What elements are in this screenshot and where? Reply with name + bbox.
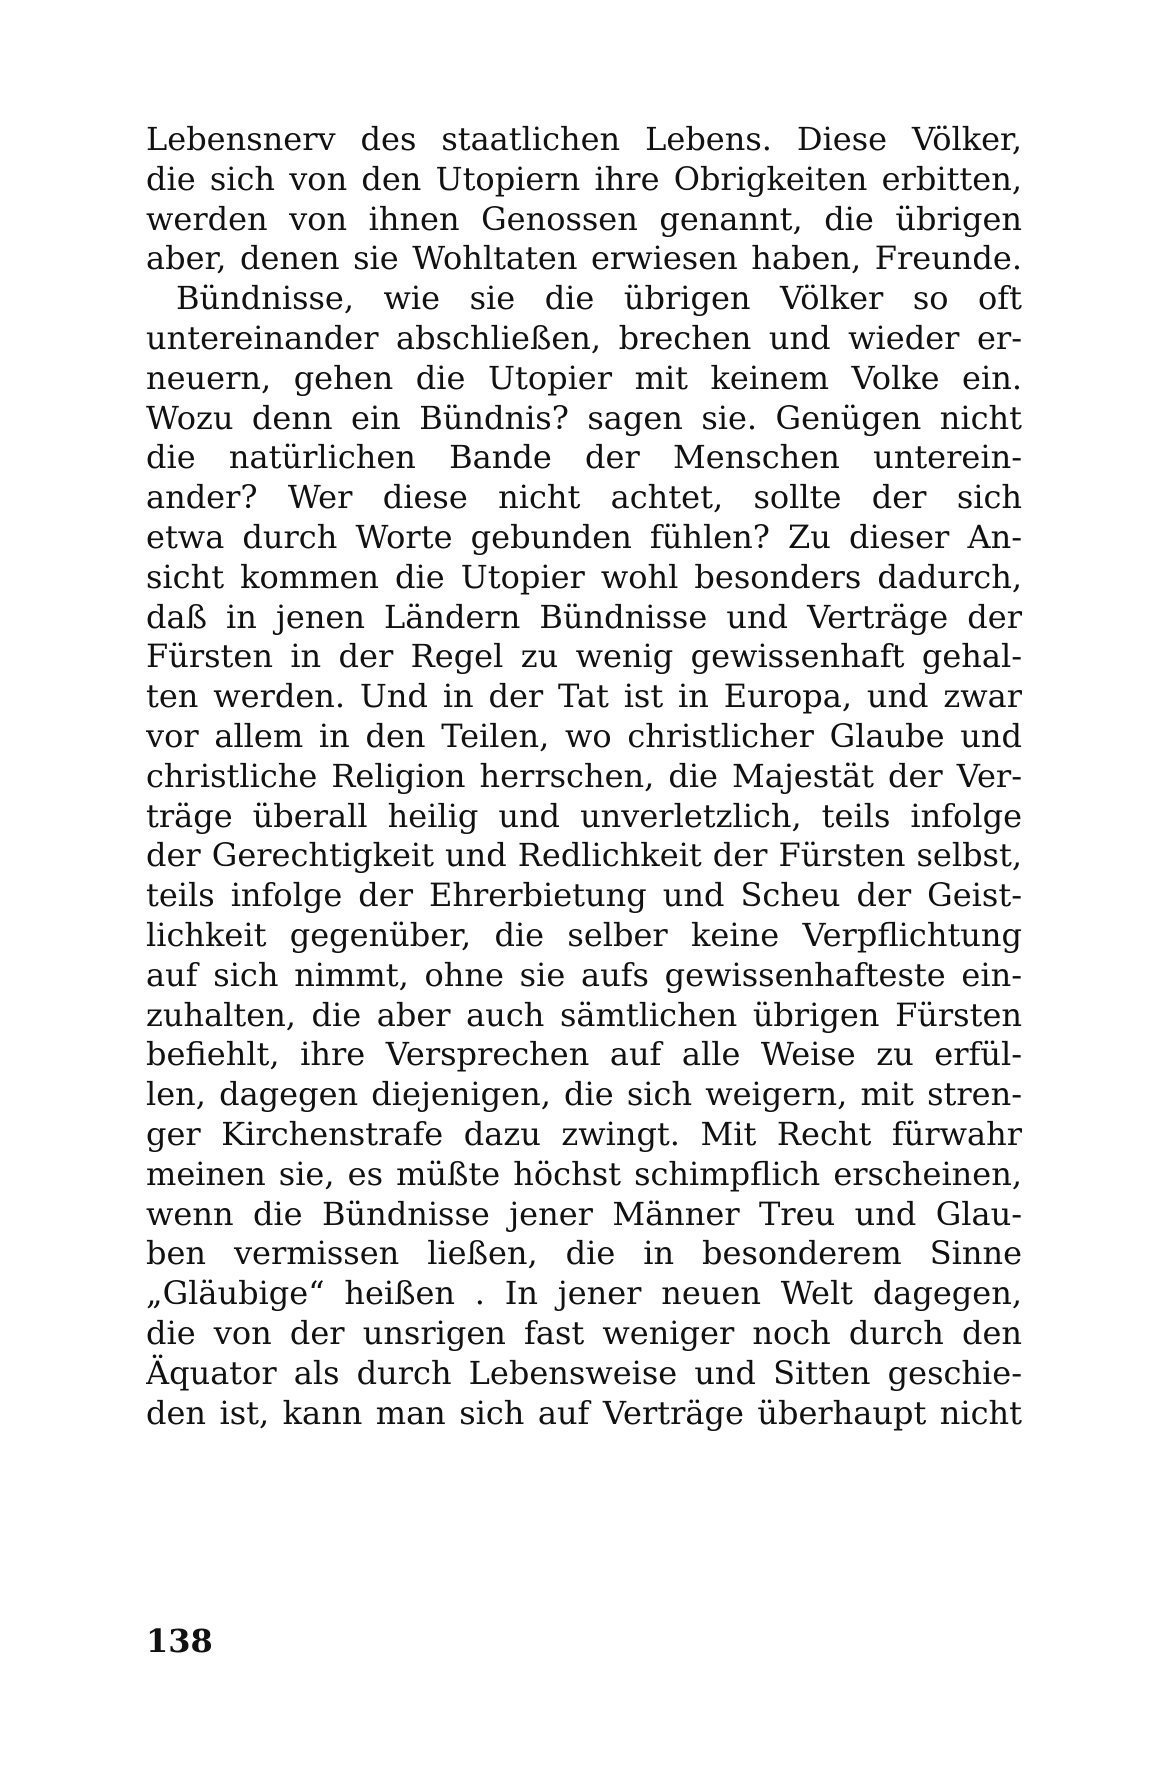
text-line: len, dagegen diejenigen, die sich weigern, mit stren- [146, 1075, 1022, 1114]
text-line: Fürsten in der Regel zu wenig gewissenhaft gehal- [146, 637, 1022, 676]
text-line: Äquator als durch Lebensweise und Sitten geschie- [146, 1353, 1022, 1392]
text-line: untereinander abschließen, brechen und wieder er- [146, 318, 1022, 357]
text-line: die von der unsrigen fast weniger noch durch den [146, 1313, 1022, 1352]
text-line: ger Kirchenstrafe dazu zwingt. Mit Recht fürwahr [146, 1114, 1022, 1153]
text-line: daß in jenen Ländern Bündnisse und Verträge der [146, 597, 1022, 636]
text-line: aber, denen sie Wohltaten erwiesen haben, Freunde. [146, 239, 1022, 278]
text-line: meinen sie, es müßte höchst schimpflich erscheinen, [146, 1154, 1022, 1193]
body-text [146, 120, 1022, 1433]
text-line: der Gerechtigkeit und Redlichkeit der Fürsten selbst, [146, 836, 1022, 875]
text-line: lichkeit gegenüber, die selber keine Verpflichtung [146, 915, 1022, 954]
text-line: ten werden. Und in der Tat ist in Europa, und zwar [146, 677, 1022, 716]
text-line: die sich von den Utopiern ihre Obrigkeiten erbitten, [146, 159, 1022, 198]
text-line: befiehlt, ihre Versprechen auf alle Weise zu erfül- [146, 1035, 1022, 1074]
text-line: wenn die Bündnisse jener Männer Treu und Glau- [146, 1194, 1022, 1233]
text-line: ben vermissen ließen, die in besonderem Sinne [146, 1234, 1022, 1273]
text-line: werden von ihnen Genossen genannt, die übrigen [146, 199, 1022, 238]
text-line: Wozu denn ein Bündnis? sagen sie. Genügen nicht [146, 398, 1022, 437]
text-line: etwa durch Worte gebunden fühlen? Zu dieser An- [146, 517, 1022, 556]
text-line: zuhalten, die aber auch sämtlichen übrigen Fürsten [146, 995, 1022, 1034]
page-number: 138 [146, 1622, 213, 1660]
text-line: die natürlichen Bande der Menschen unterein- [146, 438, 1022, 477]
text-line: auf sich nimmt, ohne sie aufs gewissenhafteste ein- [146, 955, 1022, 994]
text-line: ander? Wer diese nicht achtet, sollte der sich [146, 478, 1022, 517]
text-line: christliche Religion herrschen, die Majestät der Ver- [146, 756, 1022, 795]
text-line: „Gläubige“ heißen . In jener neuen Welt dagegen, [146, 1274, 1022, 1313]
text-line: Lebensnerv des staatlichen Lebens. Diese Völker, [146, 120, 1022, 158]
text-line: teils infolge der Ehrerbietung und Scheu der Geist- [146, 876, 1022, 915]
text-line: vor allem in den Teilen, wo christlicher Glaube und [146, 716, 1022, 755]
text-line-paragraph-start: Bündnisse, wie sie die übrigen Völker so oft [176, 279, 1022, 318]
text-line: den ist, kann man sich auf Verträge überhaupt nicht [146, 1393, 1022, 1432]
text-line: träge überall heilig und unverletzlich, teils infolge [146, 796, 1022, 835]
text-line: sicht kommen die Utopier wohl besonders dadurch, [146, 557, 1022, 596]
text-line: neuern, gehen die Utopier mit keinem Volke ein. [146, 358, 1022, 397]
